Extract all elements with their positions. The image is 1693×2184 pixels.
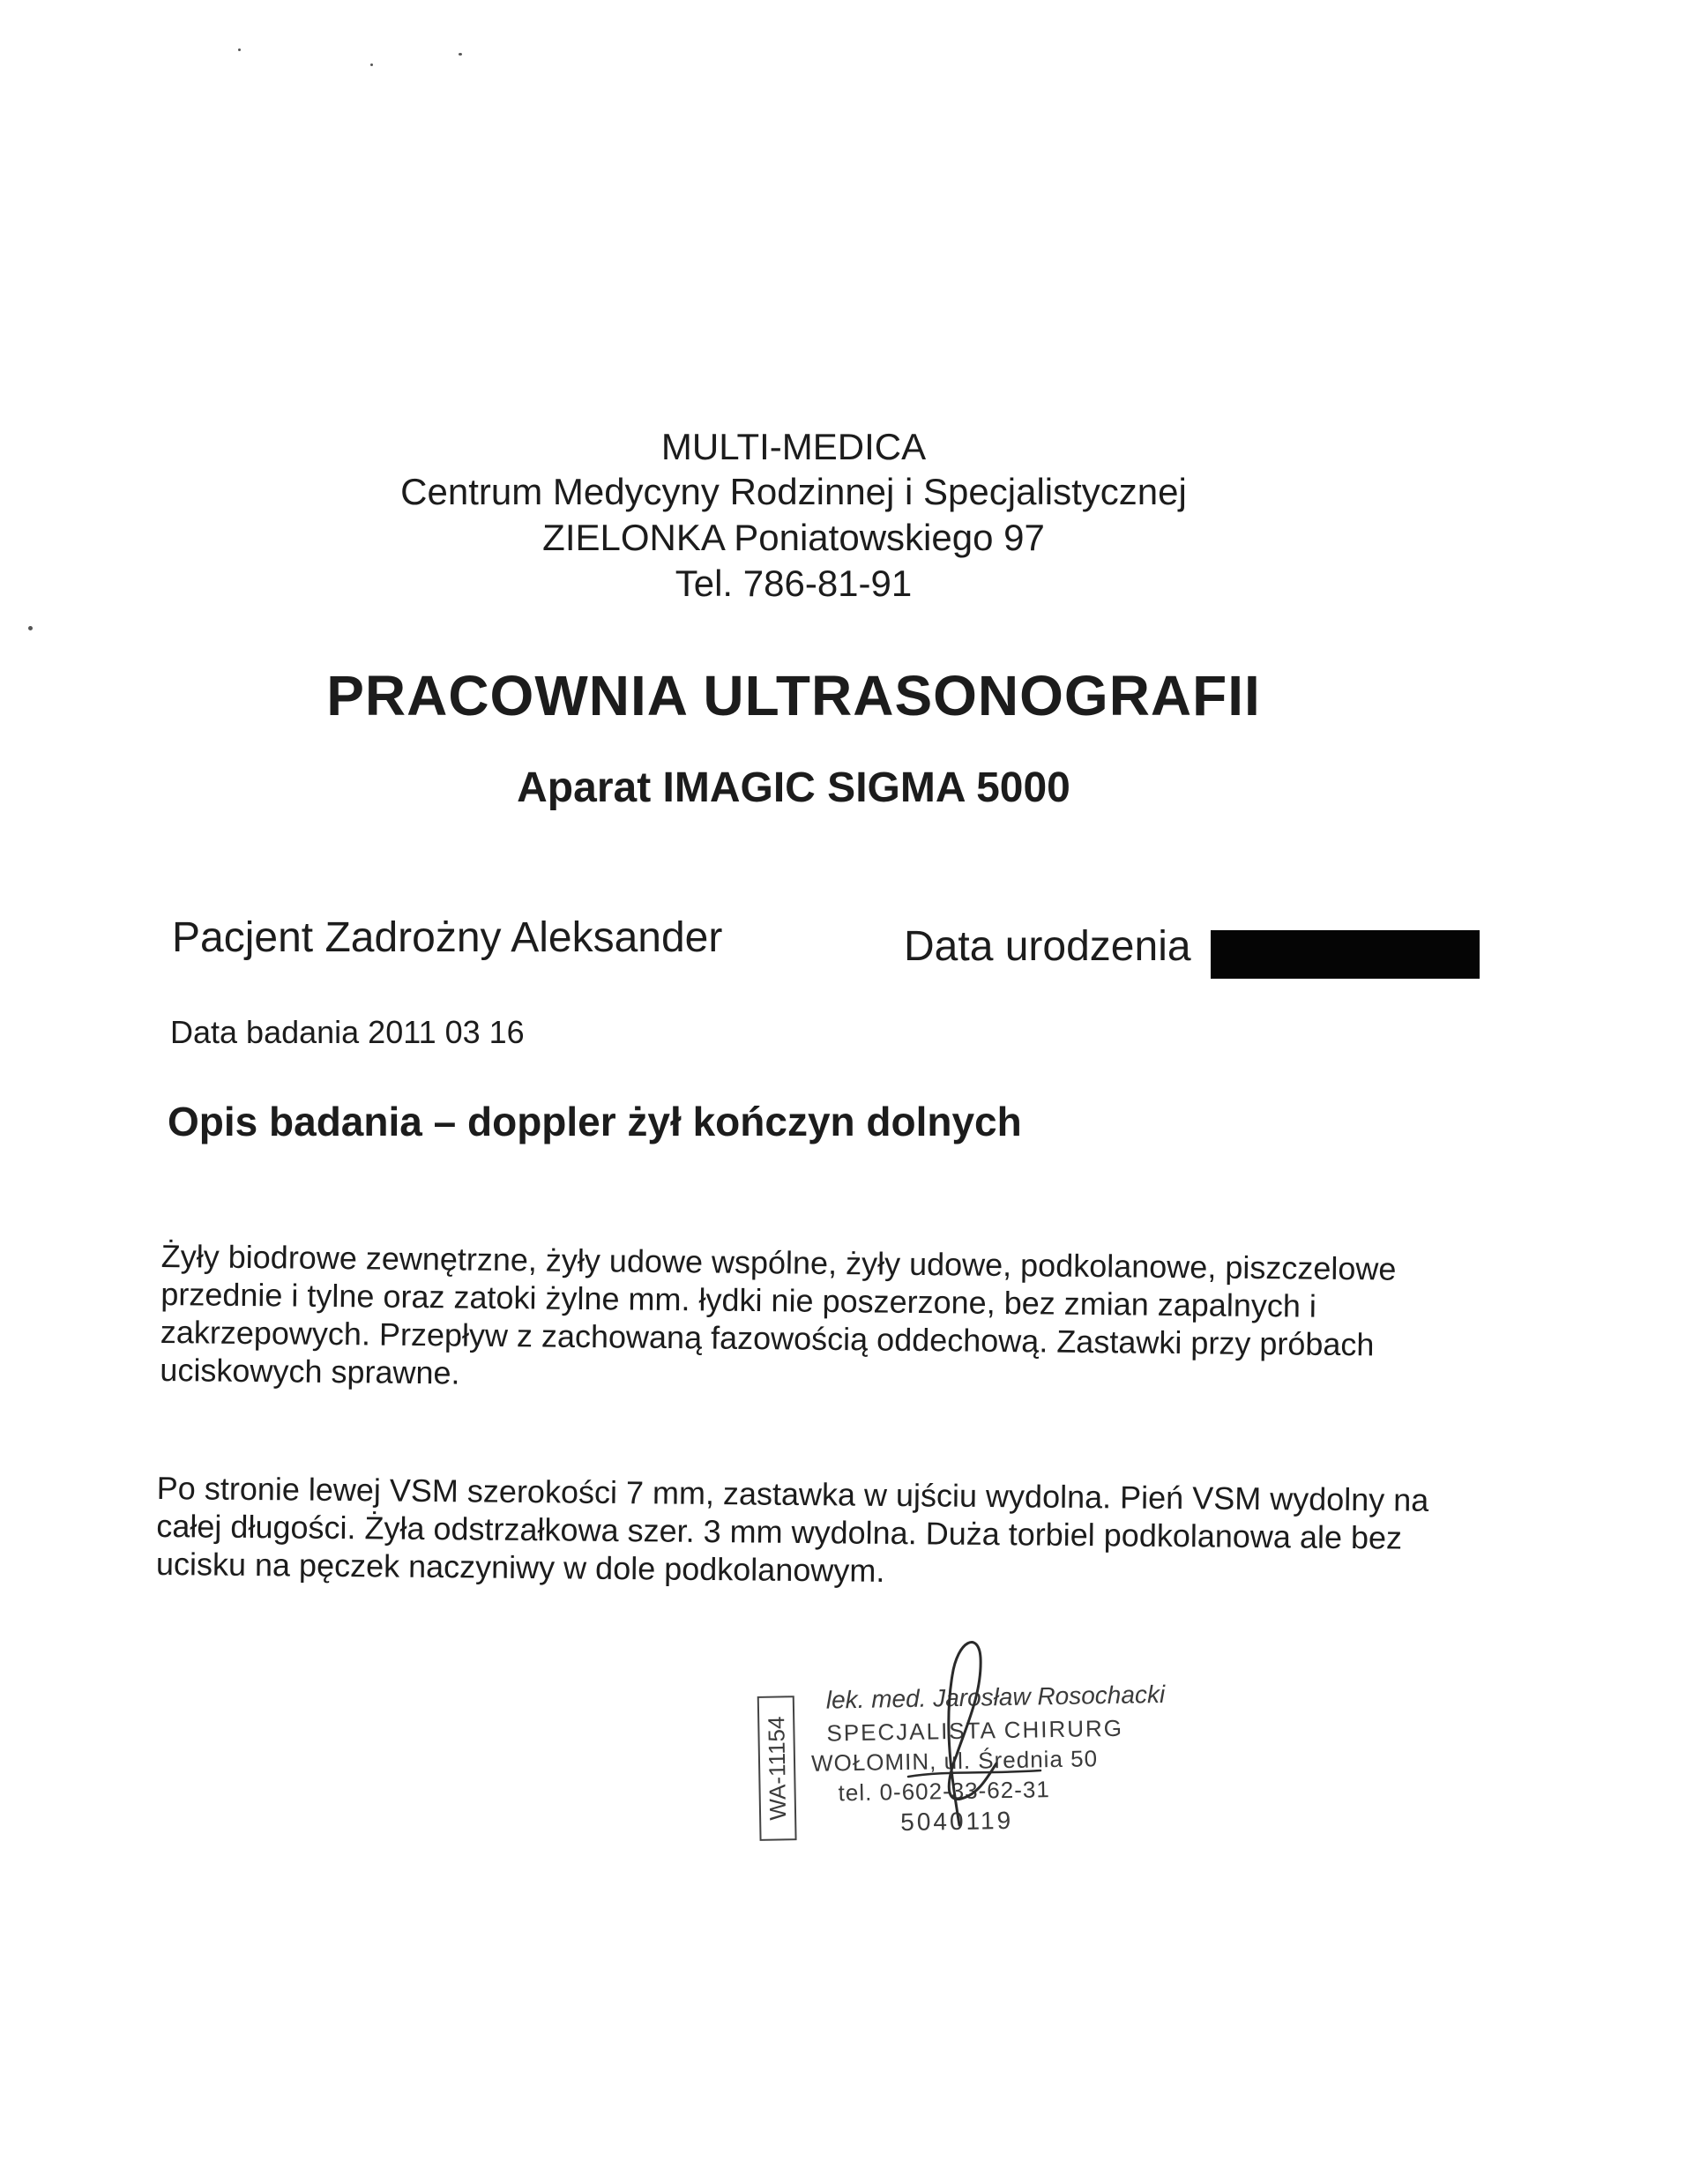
stamp-number: WA-11154 (763, 1716, 792, 1821)
device-name: Aparat IMAGIC SIGMA 5000 (517, 764, 1070, 811)
stamp-address: WOŁOMIN, ul. Średnia 50 (810, 1745, 1099, 1777)
stamp-license: 5040119 (899, 1806, 1014, 1837)
clinic-subtitle: Centrum Medycyny Rodzinnej i Specjalistycznej (400, 471, 1187, 512)
findings-paragraph: Żyły biodrowe zewnętrzne, żyły udowe wspólne, żyły udowe, podkolanowe, piszczelowe przednie i tylne oraz zatoki żylne mm. łydki nie poszerzone, bez zmian zapalnych i zakrzepowych. Przepływ z zachowaną fazowością oddechową. Zastawki przy próbach uciskowych sprawne. (160, 1238, 1397, 1391)
lab-title: PRACOWNIA ULTRASONOGRAFII (326, 664, 1261, 727)
patient-name: Pacjent Zadrożny Aleksander (172, 914, 723, 961)
clinic-name: MULTI-MEDICA (660, 426, 927, 467)
stamp-specialty: SPECJALISTA CHIRURG (826, 1714, 1124, 1747)
scan-speck (28, 626, 33, 630)
scan-speck (459, 53, 462, 56)
birth-date-label: Data urodzenia (904, 923, 1191, 970)
scan-speck (238, 48, 241, 51)
clinic-address: ZIELONKA Poniatowskiego 97 (542, 517, 1045, 558)
signature-icon (891, 1622, 1049, 1834)
exam-title: Opis badania – doppler żył kończyn dolnych (168, 1099, 1022, 1144)
stamp-doctor-name: lek. med. Jarosław Rosochacki (825, 1680, 1166, 1714)
stamp-number-box (757, 1696, 797, 1841)
redaction-bar (1211, 930, 1480, 979)
findings-paragraph: Po stronie lewej VSM szerokości 7 mm, zastawka w ujściu wydolna. Pień VSM wydolny na całej długości. Żyła odstrzałkowa szer. 3 mm wydolna. Duża torbiel podkolanowa ale bez ucisku na pęczek naczyniwy w dole podkolanowym. (155, 1470, 1429, 1589)
stamp-phone: tel. 0-602-33-62-31 (838, 1776, 1051, 1807)
scan-speck (370, 63, 373, 66)
clinic-phone: Tel. 786-81-91 (675, 563, 913, 604)
exam-date: Data badania 2011 03 16 (170, 1014, 525, 1050)
